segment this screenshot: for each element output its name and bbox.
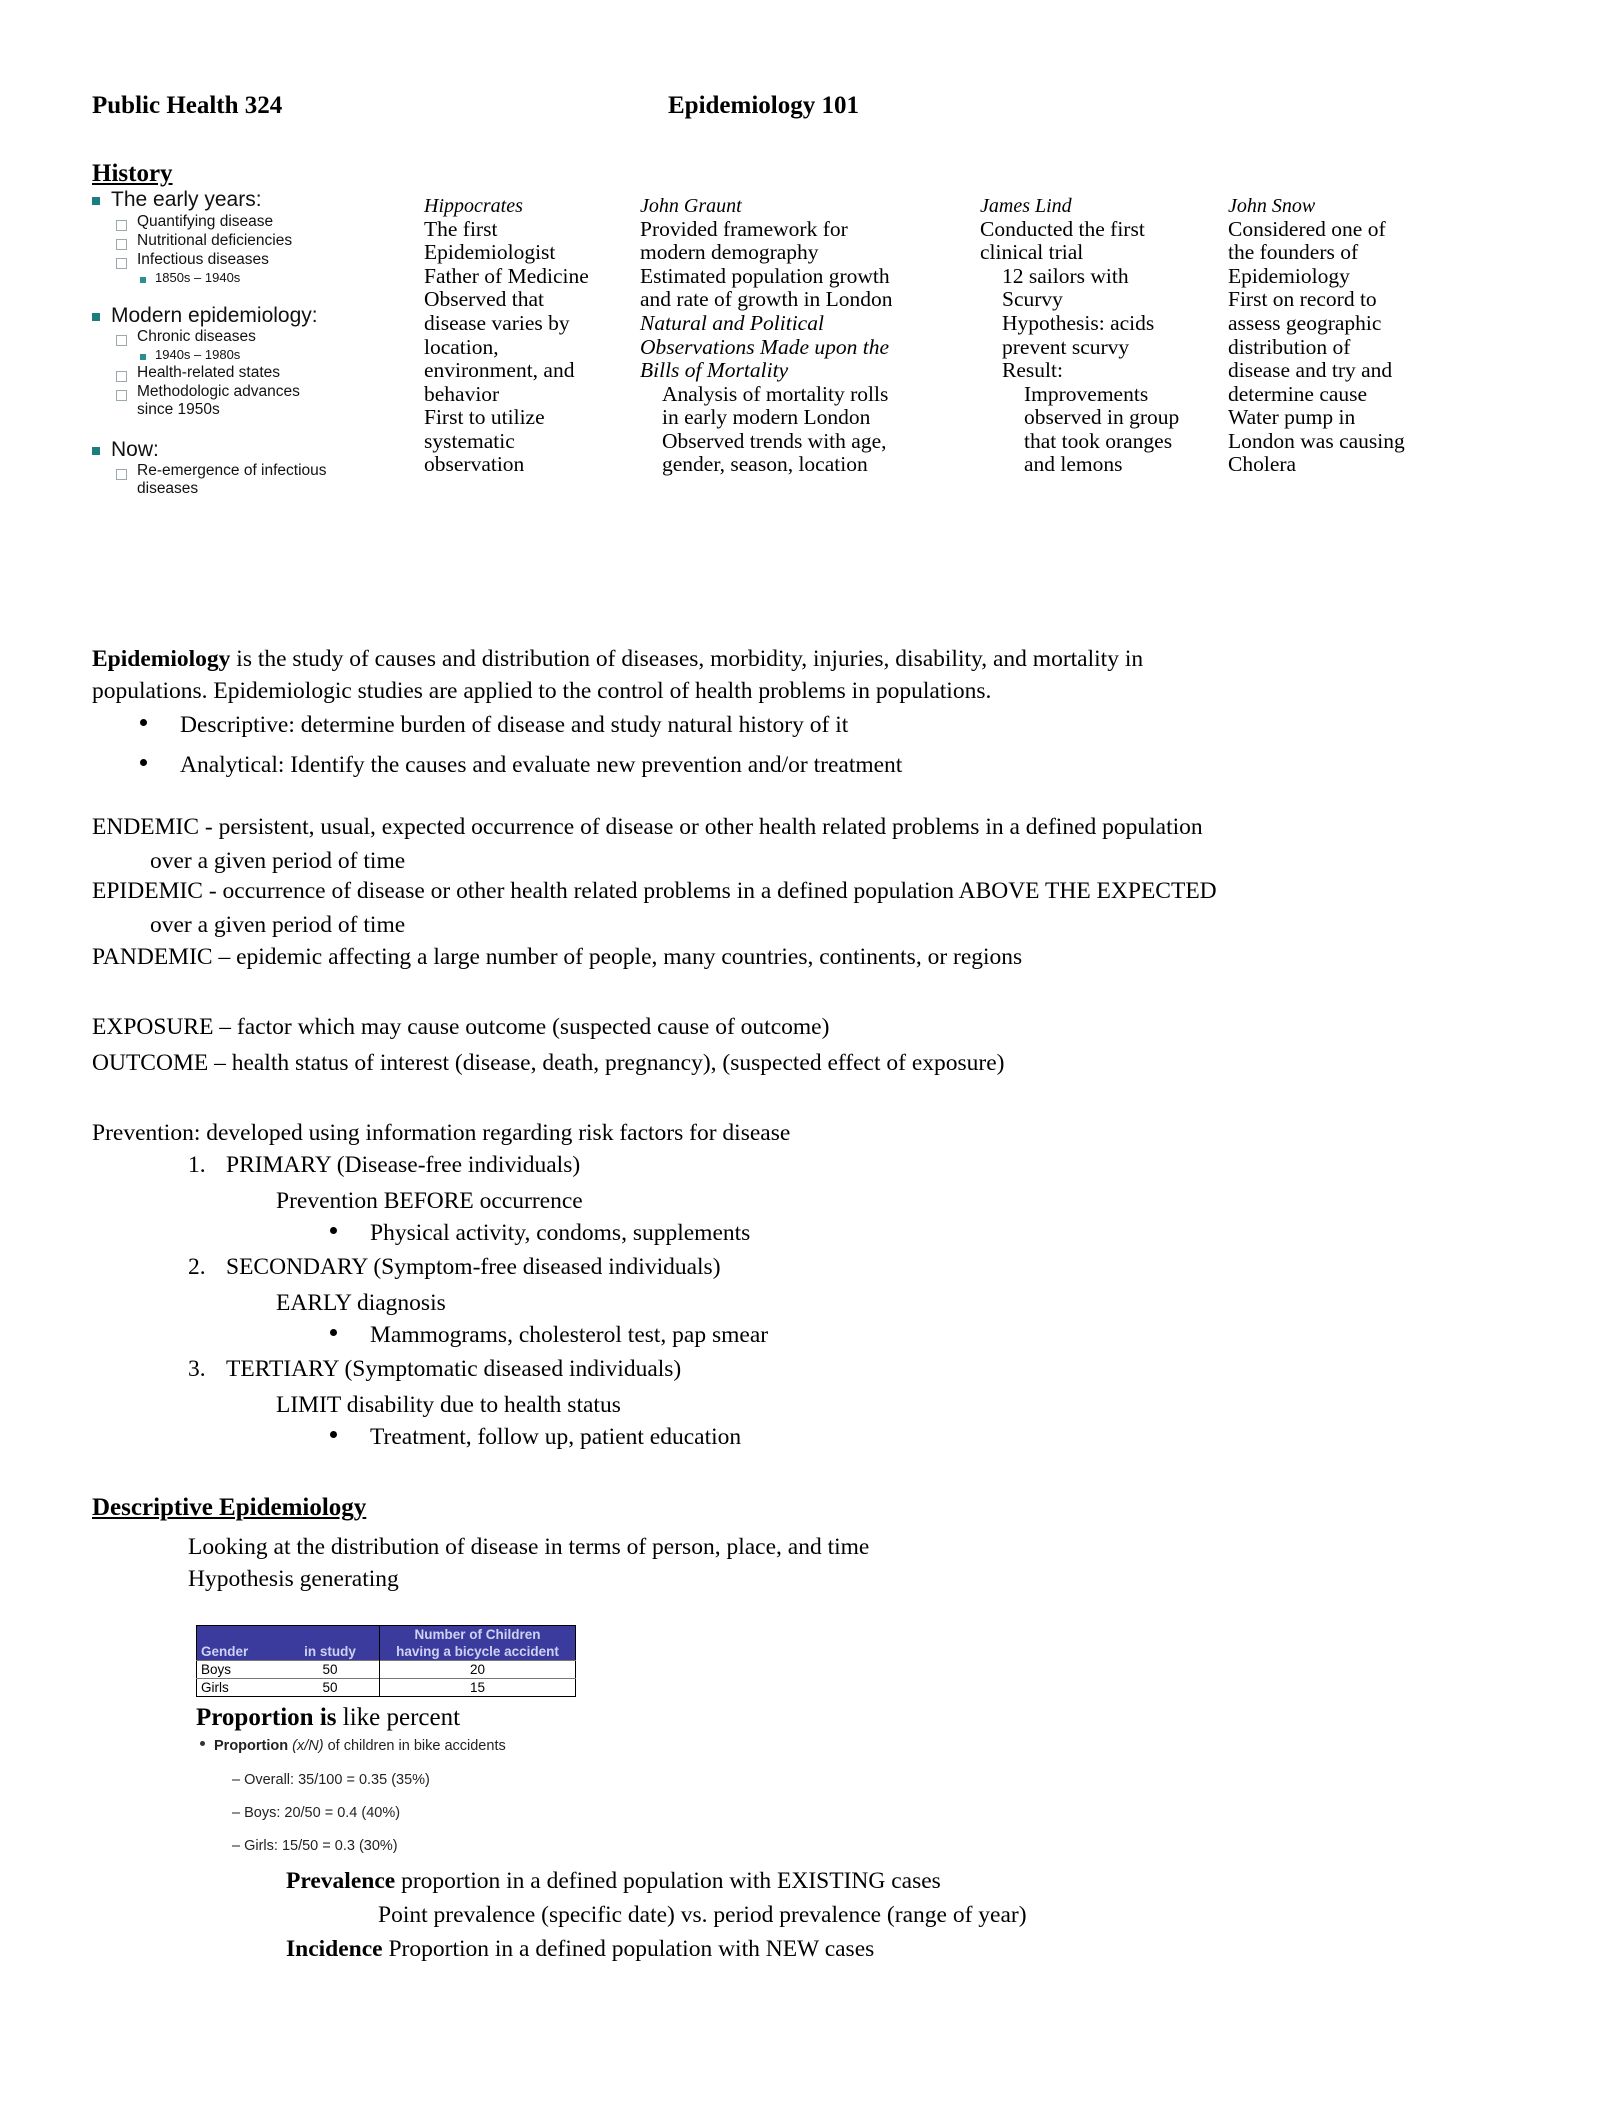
table-col-gender: Gender: [197, 1643, 282, 1661]
figure-line: Scurvy: [1002, 287, 1063, 312]
list-item: [116, 232, 392, 250]
list-item: [140, 712, 848, 739]
list-item-label: 1850s – 1940s: [155, 270, 241, 286]
spacer: [92, 421, 392, 438]
figure-line: Father of Medicine: [424, 263, 589, 288]
bicycle-accident-table: [196, 1625, 576, 1697]
proportion-title-rest: like percent: [336, 1704, 461, 1731]
term-endemic: ENDEMIC - persistent, usual, expected occurrence of disease or other health related problems in a defined population: [92, 814, 1203, 840]
figure-line: Hypothesis: acids: [1002, 311, 1155, 336]
figure-line: environment, and: [424, 358, 575, 383]
list-item-label: Modern epidemiology:: [111, 303, 318, 327]
document-title: Epidemiology 101: [668, 92, 859, 119]
definition-line1: is the study of causes and distribution of diseases, morbidity, injuries, disability, and mortality in: [230, 646, 1144, 672]
list-item-label: Now:: [111, 437, 159, 461]
hollow-square-bullet-icon: [116, 239, 127, 250]
course-title: Public Health 324: [92, 92, 283, 119]
hollow-square-bullet-icon: [116, 390, 127, 401]
dot-bullet-icon: [330, 1227, 337, 1234]
list-number: 1.: [188, 1152, 206, 1178]
list-item-label: Chronic diseases: [137, 328, 256, 346]
proportion-boys: – Boys: 20/50 = 0.4 (40%): [232, 1805, 401, 1821]
list-item: [92, 438, 392, 462]
figure-line: disease varies by: [424, 311, 570, 336]
cell-gender: Girls: [197, 1679, 282, 1697]
definition-term: Epidemiology: [92, 646, 231, 672]
cell-gender: Boys: [197, 1661, 282, 1679]
figure-line-title: Observations Made upon the: [640, 334, 890, 359]
figure-name: Hippocrates: [424, 195, 523, 217]
figure-line: Epidemiology: [1228, 263, 1350, 288]
term-outcome: OUTCOME – health status of interest (disease, death, pregnancy), (suspected effect of exposure): [92, 1050, 1005, 1076]
figure-line: and rate of growth in London: [640, 287, 893, 312]
list-item-label: The early years:: [111, 188, 262, 211]
figure-line: that took oranges: [1024, 428, 1173, 453]
figure-line: Epidemiologist: [424, 240, 556, 265]
figure-line: behavior: [424, 381, 500, 406]
list-item-label: Re-emergence of infectious diseases: [137, 462, 327, 498]
cell-in-study: 50: [281, 1661, 380, 1679]
list-item: [330, 1220, 750, 1247]
figure-line: assess geographic: [1228, 311, 1382, 336]
figure-column-john-snow: [1228, 196, 1478, 477]
hollow-square-bullet-icon: [116, 258, 127, 269]
figure-line: clinical trial: [980, 240, 1084, 265]
prevention-intro: Prevention: developed using information regarding risk factors for disease: [92, 1120, 791, 1146]
term-endemic-cont: over a given period of time: [150, 848, 406, 874]
list-item: [140, 347, 392, 362]
dot-bullet-icon: [140, 759, 147, 766]
figure-line: systematic: [424, 428, 515, 453]
term-epidemic: EPIDEMIC - occurrence of disease or other health related problems in a defined population ABOVE THE EXPECTED: [92, 878, 1217, 904]
figure-line: the founders of: [1228, 240, 1359, 265]
list-item: [116, 328, 392, 346]
square-bullet-icon: [140, 277, 146, 283]
list-item: [188, 1356, 681, 1383]
cell-in-study: 50: [281, 1679, 380, 1697]
term-epidemic-cont: over a given period of time: [150, 912, 406, 938]
figure-line: observed in group: [1024, 405, 1180, 430]
measure-term: Prevalence: [286, 1868, 396, 1894]
square-bullet-icon: [92, 447, 100, 455]
list-item: [116, 364, 392, 382]
dot-bullet-icon: [330, 1431, 337, 1438]
table-col-accident: having a bicycle accident: [380, 1643, 576, 1661]
figure-column-james-lind: [980, 196, 1210, 477]
hollow-square-bullet-icon: [116, 371, 127, 382]
list-item-label: PRIMARY (Disease-free individuals): [226, 1152, 581, 1178]
list-item: [116, 251, 392, 269]
history-outline: [92, 188, 392, 500]
term-exposure: EXPOSURE – factor which may cause outcome (suspected cause of outcome): [92, 1014, 830, 1040]
figure-column-hippocrates: [424, 196, 648, 477]
figure-line: location,: [424, 334, 499, 359]
figure-name: James Lind: [980, 195, 1072, 217]
list-item: [330, 1322, 768, 1349]
figure-name: John Graunt: [640, 195, 742, 217]
list-number: 3.: [188, 1356, 206, 1382]
list-item-label: Mammograms, cholesterol test, pap smear: [370, 1322, 769, 1348]
list-item: [116, 213, 392, 231]
spacer: [92, 287, 392, 304]
dot-bullet-icon: [140, 719, 147, 726]
list-item-label: TERTIARY (Symptomatic diseased individuals): [226, 1356, 682, 1382]
measure-prevalence-detail: Point prevalence (specific date) vs. period prevalence (range of year): [378, 1902, 1027, 1928]
list-item-label: SECONDARY (Symptom-free diseased individuals): [226, 1254, 721, 1280]
descriptive-line: Hypothesis generating: [188, 1566, 399, 1592]
table-header-span-row: [197, 1626, 576, 1644]
descriptive-heading: Descriptive Epidemiology: [92, 1494, 367, 1521]
list-item-label: Physical activity, condoms, supplements: [370, 1220, 751, 1246]
figure-line: determine cause: [1228, 381, 1368, 406]
cell-accidents: 20: [380, 1661, 576, 1679]
figure-line: Estimated population growth: [640, 263, 890, 288]
dot-bullet-icon: [330, 1329, 337, 1336]
figure-line: First to utilize: [424, 405, 545, 430]
figure-line: Provided framework for: [640, 216, 848, 241]
definition-paragraph: [92, 644, 1542, 675]
proportion-overall: – Overall: 35/100 = 0.35 (35%): [232, 1772, 430, 1788]
figure-line-title: Bills of Mortality: [640, 358, 789, 383]
list-item: [116, 383, 392, 420]
list-item-label: Quantifying disease: [137, 212, 274, 230]
list-item: [92, 304, 392, 328]
list-item-label: Methodologic advances since 1950s: [137, 383, 300, 419]
figure-line: gender, season, location: [662, 452, 868, 477]
descriptive-line: Looking at the distribution of disease in terms of person, place, and time: [188, 1534, 870, 1560]
list-item-label: Nutritional deficiencies: [137, 231, 293, 249]
list-number: 2.: [188, 1254, 206, 1280]
list-item: [92, 188, 392, 212]
figure-line: disease and try and: [1228, 358, 1393, 383]
figure-line: Considered one of: [1228, 216, 1386, 241]
proportion-bullet-rest: of children in bike accidents: [323, 1738, 506, 1754]
dot-bullet-icon: [200, 1741, 205, 1746]
square-bullet-icon: [92, 313, 100, 321]
measure-definition: Proportion in a defined population with NEW cases: [382, 1936, 875, 1962]
list-item: [330, 1424, 741, 1451]
proportion-title-bold: Proportion is: [196, 1704, 337, 1731]
square-bullet-icon: [140, 354, 146, 360]
list-item-label: Analytical: Identify the causes and evaluate new prevention and/or treatment: [180, 752, 903, 778]
figure-line: distribution of: [1228, 334, 1351, 359]
measure-term: Incidence: [286, 1936, 383, 1962]
figure-line: observation: [424, 452, 525, 477]
figure-column-john-graunt: [640, 196, 952, 477]
history-heading: History: [92, 160, 173, 187]
prevention-sub: EARLY diagnosis: [276, 1290, 446, 1316]
prevention-sub: LIMIT disability due to health status: [276, 1392, 621, 1418]
hollow-square-bullet-icon: [116, 335, 127, 346]
term-pandemic: PANDEMIC – epidemic affecting a large number of people, many countries, continents, or regions: [92, 944, 1023, 970]
figure-line: modern demography: [640, 240, 819, 265]
proportion-bullet-bold: Proportion: [214, 1738, 289, 1754]
list-item-label: 1940s – 1980s: [155, 347, 241, 363]
figure-line-title: Natural and Political: [640, 311, 824, 336]
list-item: [140, 752, 902, 779]
figure-line: 12 sailors with: [1002, 263, 1129, 288]
figure-line: Cholera: [1228, 452, 1297, 477]
figure-line: Improvements: [1024, 381, 1149, 406]
list-item-label: Health-related states: [137, 363, 281, 381]
figure-line: Water pump in: [1228, 405, 1356, 430]
list-item: [188, 1152, 580, 1179]
figure-line: Analysis of mortality rolls: [662, 381, 889, 406]
list-item-label: Infectious diseases: [137, 251, 269, 269]
table-row: [197, 1679, 576, 1697]
figure-line: Observed trends with age,: [662, 428, 887, 453]
list-item-label: Treatment, follow up, patient education: [370, 1424, 742, 1450]
table-col-in-study: in study: [281, 1643, 380, 1661]
measure-prevalence: [286, 1866, 941, 1897]
table-header-row: [197, 1643, 576, 1661]
definition-line2: populations. Epidemiologic studies are applied to the control of health problems in populations.: [92, 678, 992, 704]
hollow-square-bullet-icon: [116, 220, 127, 231]
figure-line: Result:: [1002, 358, 1063, 383]
figure-line: London was causing: [1228, 428, 1405, 453]
figure-line: in early modern London: [662, 405, 871, 430]
table-row: [197, 1661, 576, 1679]
figure-line: and lemons: [1024, 452, 1123, 477]
list-item: [140, 270, 392, 285]
cell-accidents: 15: [380, 1679, 576, 1697]
figure-line: First on record to: [1228, 287, 1377, 312]
hollow-square-bullet-icon: [116, 469, 127, 480]
measure-incidence: [286, 1934, 874, 1965]
prevention-sub: Prevention BEFORE occurrence: [276, 1188, 583, 1214]
figure-name: John Snow: [1228, 195, 1316, 217]
table-span-header: Number of Children: [380, 1626, 576, 1644]
figure-line: Observed that: [424, 287, 545, 312]
figure-line: prevent scurvy: [1002, 334, 1130, 359]
figure-line: The first: [424, 216, 498, 241]
list-item: [116, 462, 392, 499]
proportion-girls: – Girls: 15/50 = 0.3 (30%): [232, 1838, 398, 1854]
list-item-label: Descriptive: determine burden of disease and study natural history of it: [180, 712, 849, 738]
list-item: [188, 1254, 721, 1281]
figure-line: Conducted the first: [980, 216, 1145, 241]
measure-definition: proportion in a defined population with EXISTING cases: [395, 1868, 941, 1894]
proportion-bullet: [200, 1738, 506, 1754]
proportion-title: [196, 1704, 460, 1732]
proportion-formula: (x/N): [292, 1738, 324, 1754]
square-bullet-icon: [92, 197, 100, 205]
